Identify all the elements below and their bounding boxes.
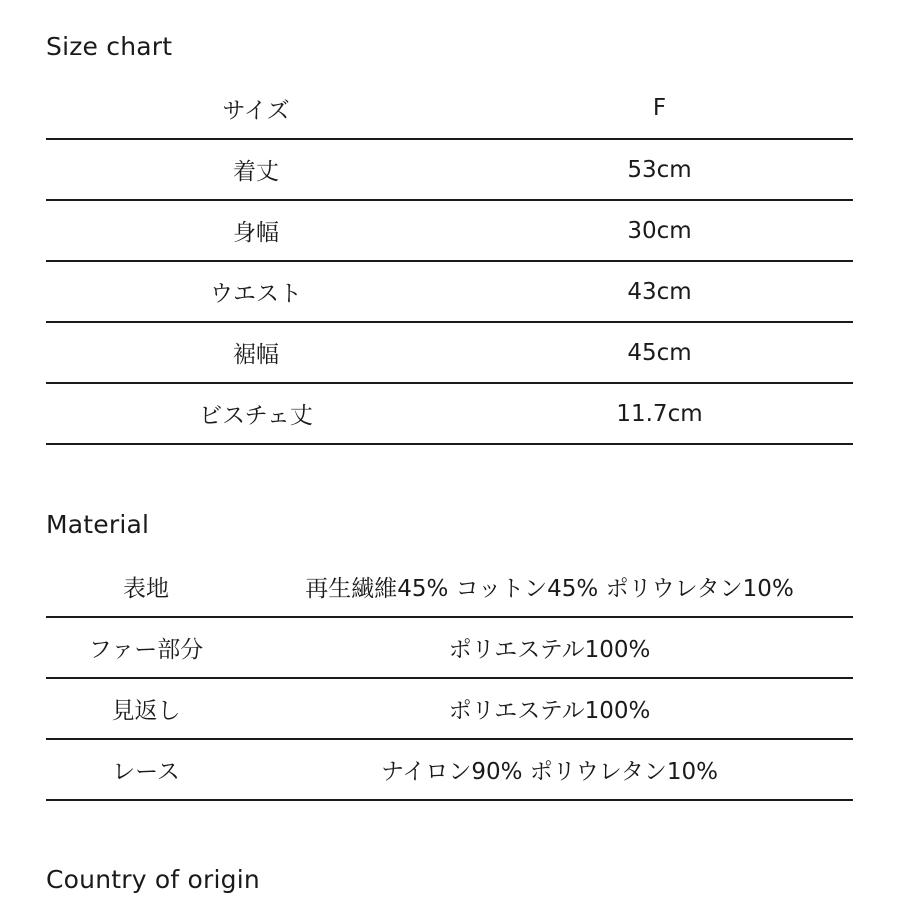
material-value: ポリエステル100%	[448, 698, 651, 724]
country-of-origin-heading: Country of origin	[46, 865, 260, 894]
size-label: ビスチェ丈	[199, 403, 313, 429]
size-value: 53cm	[627, 156, 692, 183]
size-chart-heading: Size chart	[46, 32, 173, 61]
size-value: 45cm	[627, 339, 692, 366]
material-label: ファー部分	[88, 637, 204, 663]
size-value: 43cm	[627, 278, 692, 305]
size-label: 着丈	[233, 159, 279, 185]
table-row	[46, 140, 853, 201]
material-label: レース	[112, 759, 180, 785]
material-label: 表地	[123, 575, 169, 602]
size-label: ウエスト	[210, 281, 302, 307]
material-table	[46, 556, 853, 801]
size-chart-header-row	[46, 78, 853, 140]
table-row	[46, 679, 853, 740]
size-value: 11.7cm	[616, 400, 703, 427]
size-chart-table	[46, 78, 853, 445]
size-value: 30cm	[627, 217, 692, 244]
size-header-label: サイズ	[222, 97, 290, 124]
size-header-value: F	[652, 95, 667, 121]
table-row	[46, 262, 853, 323]
material-value: ナイロン90% ポリウレタン10%	[380, 759, 719, 785]
table-row	[46, 556, 853, 618]
material-heading: Material	[46, 510, 150, 539]
table-row	[46, 384, 853, 445]
table-row	[46, 323, 853, 384]
table-row	[46, 618, 853, 679]
material-label: 見返し	[111, 698, 181, 724]
material-value: ポリエステル100%	[448, 637, 651, 663]
table-row	[46, 740, 853, 801]
size-label: 裾幅	[233, 342, 279, 368]
table-row	[46, 201, 853, 262]
size-label: 身幅	[233, 220, 279, 246]
material-value: 再生繊維45% コットン45% ポリウレタン10%	[305, 575, 794, 602]
